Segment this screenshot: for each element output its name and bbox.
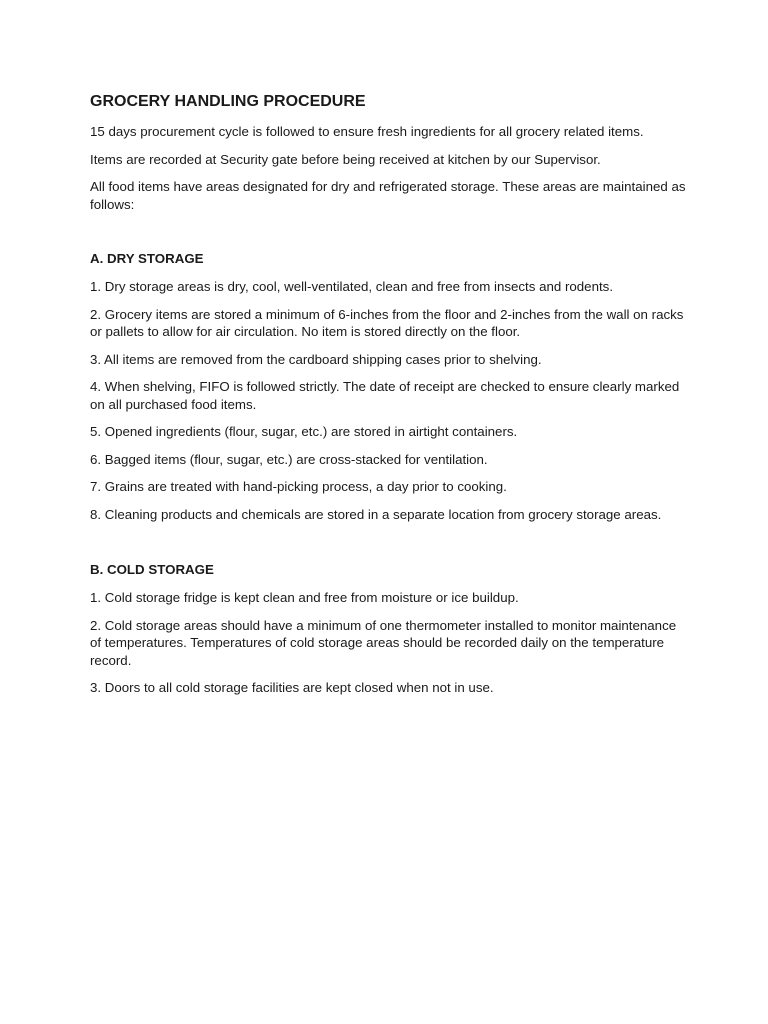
section-heading-cold-storage: B. COLD STORAGE [90, 562, 214, 577]
list-item: 3. Doors to all cold storage facilities are kept closed when not in use. [90, 680, 494, 695]
cold-storage-list [90, 589, 690, 697]
document-page [90, 92, 690, 707]
section-dry-storage [90, 250, 690, 523]
list-item: 6. Bagged items (flour, sugar, etc.) are cross-stacked for ventilation. [90, 451, 488, 467]
section-heading-dry-storage: A. DRY STORAGE [90, 251, 204, 266]
page-title: GROCERY HANDLING PROCEDURE [90, 93, 366, 110]
intro-paragraph-storage-areas: All food items have areas designated for dry and refrigerated storage. These areas are maintained as follows: [90, 179, 686, 212]
section-cold-storage [90, 561, 690, 697]
intro-paragraph-security-gate: Items are recorded at Security gate before being received at kitchen by our Supervisor. [90, 151, 601, 167]
intro-paragraph-procurement: 15 days procurement cycle is followed to ensure fresh ingredients for all grocery related items. [90, 124, 644, 139]
list-item: 1. Cold storage fridge is kept clean and free from moisture or ice buildup. [90, 590, 519, 605]
list-item: 1. Dry storage areas is dry, cool, well-ventilated, clean and free from insects and rodents. [90, 279, 614, 294]
list-item: 4. When shelving, FIFO is followed strictly. The date of receipt are checked to ensure clearly marked on all purchased food items. [90, 379, 680, 412]
list-item: 8. Cleaning products and chemicals are stored in a separate location from grocery storage areas. [90, 506, 662, 522]
dry-storage-list [90, 278, 690, 523]
list-item: 5. Opened ingredients (flour, sugar, etc.) are stored in airtight containers. [90, 424, 518, 439]
list-item: 2. Grocery items are stored a minimum of 6-inches from the floor and 2-inches from the wall on racks or pallets to allow for air circulation. No item is stored directly on the floor. [90, 306, 684, 339]
list-item: 7. Grains are treated with hand-picking process, a day prior to cooking. [90, 479, 507, 494]
list-item: 3. All items are removed from the cardboard shipping cases prior to shelving. [90, 351, 542, 367]
list-item: 2. Cold storage areas should have a minimum of one thermometer installed to monitor maintenance of temperatures. Temperatures of cold storage areas should be recorded daily on the temperature record. [90, 617, 677, 668]
